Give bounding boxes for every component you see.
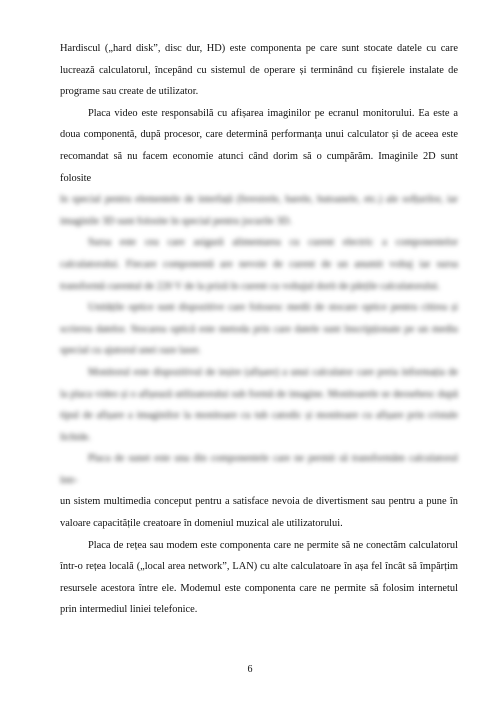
body-text	[60, 38, 458, 621]
paragraph-video-card-continued: în special pentru elementele de interfață (ferestrele, barele, butoanele, etc.) ale sofțurilor, iar imaginile 3D sunt folosite în special pentru jocurile 3D.	[60, 194, 458, 227]
paragraph-sound-card-end: un sistem multimedia conceput pentru a satisface nevoia de divertisment sau pentru a pune în valoare capacitățile creatoare în domeniul muzical ale utilizatorului.	[60, 496, 458, 530]
paragraph-optical-drives: Unitățile optice sunt dispozitive care folosesc medii de stocare optice pentru citirea și scrierea datelor. Stocarea optică este metoda prin care datele sunt înscripționate pe un mediu special cu ajutorul unei raze laser.	[60, 302, 458, 357]
paragraph-video-card: Placa video este responsabilă cu afișarea imaginilor pe ecranul monitorului. Ea este a doua componentă, după procesor, care determină performanța unui calculator și de aceea este recomandat să nu facem economie atunci când dorim să o cumpărăm. Imaginile 2D sunt folosite	[60, 107, 458, 184]
paragraph-power-supply: Sursa este cea care asigură alimentarea cu curent electric a componentelor calculatorului. Fiecare componentă are nevoie de curent de un anumit voltaj iar sursa transformă curentul de 220 V de la priză în curent cu voltajul dorit de părțile calculatorului.	[60, 237, 458, 292]
paragraph-network-card: Placa de rețea sau modem este componenta care ne permite să ne conectăm calculatorul într-o rețea locală („local area network”, LAN) cu alte calculatoare în așa fel încât să împărțim resursele acestora între ele. Modemul este componenta care ne permite să folosim internetul prin intermediul liniei telefonice.	[60, 539, 458, 616]
paragraph-monitor: Monitorul este dispozitivul de ieșire (afișare) a unui calculator care preia informația de la placa video și o afișează utilizatorului sub formă de imagine. Monitoarele se deosebesc după tipul de afișare a imaginilor la monitoare cu tub catodic și monitoare cu afișare prin cristale lichide.	[60, 366, 458, 443]
paragraph-hard-disk: Hardiscul („hard disk”, disc dur, HD) este componenta pe care sunt stocate datele cu care lucrează calculatorul, începând cu sistemul de operare și terminând cu fișierele instalate de programe sau create de utilizator.	[60, 43, 458, 98]
page-number: 6	[247, 664, 253, 675]
paragraph-sound-card-start: Placa de sunet este una din componentele care ne permit să transformăm calculatorul într-	[60, 453, 458, 486]
